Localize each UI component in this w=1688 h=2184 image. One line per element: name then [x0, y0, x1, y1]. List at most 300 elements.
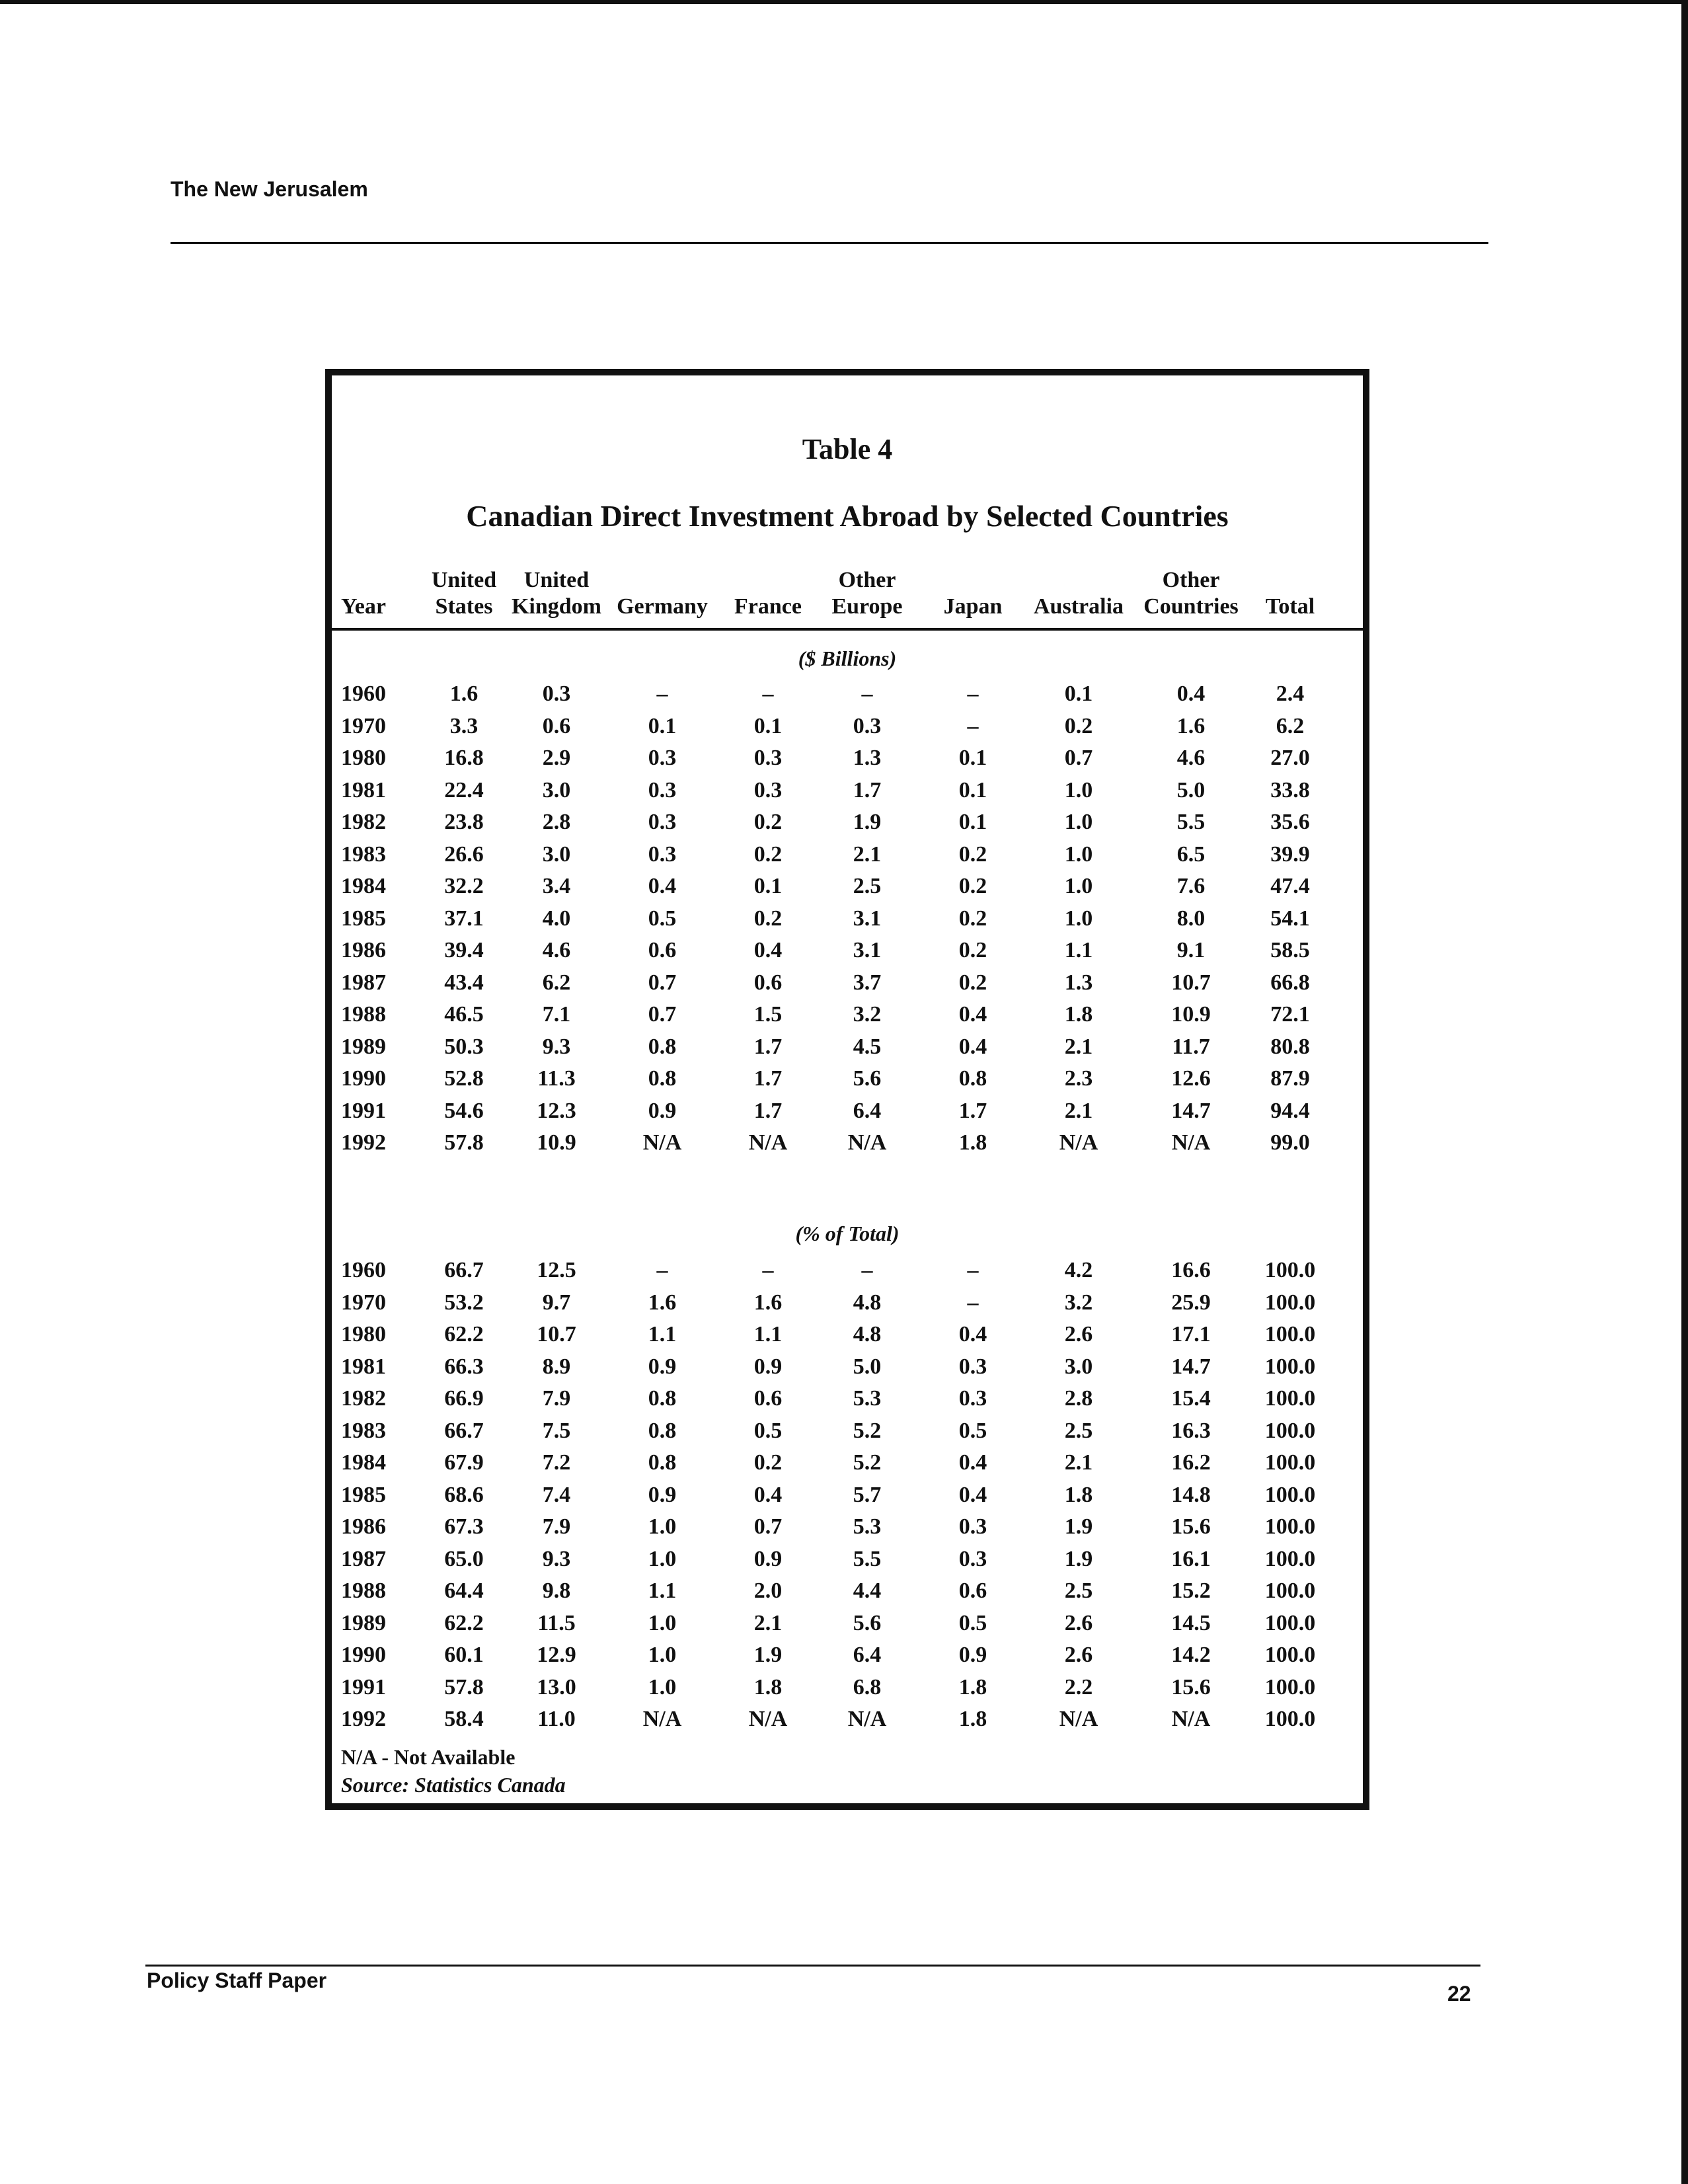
footer-rule	[145, 1965, 1480, 1967]
cell-total: 80.8	[1270, 1034, 1310, 1059]
cell-other-countries: 17.1	[1171, 1322, 1211, 1346]
cell-united-kingdom: 3.4	[542, 874, 571, 898]
cell-united-states: 57.8	[444, 1130, 484, 1155]
running-header: The New Jerusalem	[171, 177, 368, 201]
cell-france: 0.6	[753, 1386, 783, 1411]
cell-total: 94.4	[1270, 1098, 1310, 1123]
table-row	[332, 1287, 1363, 1319]
cell-france: 1.7	[753, 1034, 783, 1059]
cell-total: 72.1	[1270, 1002, 1310, 1027]
cell-japan: 1.7	[958, 1098, 987, 1123]
cell-australia: 1.9	[1064, 1546, 1093, 1571]
table-row	[332, 1703, 1363, 1735]
cell-australia: 1.0	[1064, 777, 1093, 802]
table-row	[332, 1543, 1363, 1575]
cell-united-kingdom: 7.4	[542, 1482, 571, 1507]
cell-total: 58.5	[1270, 938, 1310, 962]
cell-united-kingdom: 6.2	[542, 970, 571, 995]
cell-other-countries: 15.6	[1171, 1514, 1211, 1539]
cell-year: 1980	[341, 746, 386, 770]
cell-other-countries: 16.1	[1171, 1546, 1211, 1571]
table-row	[332, 678, 1363, 710]
cell-germany: –	[656, 1258, 668, 1282]
cell-france: 0.9	[753, 1354, 783, 1379]
cell-united-states: 26.6	[444, 841, 484, 867]
column-header-line: States	[435, 594, 493, 619]
cell-year: 1991	[341, 1674, 386, 1699]
cell-other-europe: 3.2	[853, 1002, 882, 1027]
cell-united-states: 62.2	[444, 1322, 484, 1346]
cell-other-countries: 25.9	[1171, 1290, 1211, 1315]
cell-year: 1989	[341, 1034, 386, 1059]
cell-japan: 0.5	[958, 1418, 987, 1443]
cell-japan: 0.3	[958, 1386, 987, 1411]
cell-germany: 0.8	[648, 1418, 677, 1443]
cell-germany: 0.3	[648, 777, 677, 802]
column-header-line: Kingdom	[511, 594, 602, 619]
cell-year: 1985	[341, 906, 386, 931]
cell-united-states: 3.3	[449, 713, 479, 738]
cell-france: 1.7	[753, 1066, 783, 1091]
cell-year: 1986	[341, 1514, 386, 1539]
cell-other-countries: 16.3	[1171, 1418, 1211, 1443]
cell-other-countries: 7.6	[1176, 874, 1206, 898]
cell-japan: 0.3	[958, 1514, 987, 1539]
table-row	[332, 806, 1363, 838]
cell-other-europe: N/A	[847, 1707, 887, 1731]
cell-other-europe: 4.4	[853, 1579, 882, 1603]
cell-total: 100.0	[1264, 1290, 1316, 1315]
cell-france: N/A	[748, 1130, 788, 1155]
cell-japan: 0.1	[958, 810, 987, 834]
cell-germany: 0.6	[648, 938, 677, 962]
cell-japan: –	[967, 713, 979, 738]
cell-year: 1992	[341, 1130, 386, 1155]
table-row	[332, 903, 1363, 935]
cell-united-states: 67.9	[444, 1450, 484, 1475]
cell-france: 1.9	[753, 1643, 783, 1667]
cell-france: 0.1	[753, 713, 783, 738]
cell-total: 66.8	[1270, 970, 1310, 995]
cell-united-states: 58.4	[444, 1707, 484, 1731]
cell-germany: 0.5	[648, 906, 677, 931]
cell-japan: 0.9	[958, 1643, 987, 1667]
cell-germany: 0.4	[648, 874, 677, 898]
table-row	[332, 1095, 1363, 1127]
table-row	[332, 1319, 1363, 1350]
table-row	[332, 999, 1363, 1031]
cell-total: 100.0	[1264, 1322, 1316, 1346]
cell-total: 100.0	[1264, 1707, 1316, 1731]
cell-australia: 2.1	[1064, 1034, 1093, 1059]
cell-united-kingdom: 4.6	[542, 938, 571, 962]
cell-germany: 0.7	[648, 970, 677, 995]
cell-year: 1984	[341, 1450, 386, 1475]
cell-united-states: 22.4	[444, 777, 484, 802]
cell-australia: 1.9	[1064, 1514, 1093, 1539]
cell-total: 33.8	[1270, 777, 1310, 802]
cell-japan: 0.8	[958, 1066, 987, 1091]
cell-united-kingdom: 3.0	[542, 777, 571, 802]
page-number: 22	[1447, 1982, 1471, 2006]
header-rule	[171, 242, 1488, 244]
cell-france: 0.1	[753, 874, 783, 898]
cell-japan: 0.2	[958, 841, 987, 867]
cell-australia: 2.8	[1064, 1386, 1093, 1411]
cell-france: 0.2	[753, 810, 783, 834]
cell-germany: 0.8	[648, 1066, 677, 1091]
cell-united-kingdom: 4.0	[542, 906, 571, 931]
cell-other-europe: 4.8	[853, 1290, 882, 1315]
cell-year: 1982	[341, 1386, 386, 1411]
cell-japan: 0.2	[958, 906, 987, 931]
cell-year: 1960	[341, 1258, 386, 1282]
cell-total: 87.9	[1270, 1066, 1310, 1091]
cell-united-kingdom: 7.9	[542, 1514, 571, 1539]
cell-other-countries: 15.6	[1171, 1674, 1211, 1699]
cell-year: 1970	[341, 1290, 386, 1315]
cell-france: 0.3	[753, 777, 783, 802]
cell-year: 1987	[341, 1546, 386, 1571]
cell-france: 2.1	[753, 1610, 783, 1635]
cell-total: 47.4	[1270, 874, 1310, 898]
cell-australia: 1.0	[1064, 810, 1093, 834]
cell-total: 100.0	[1264, 1643, 1316, 1667]
cell-other-europe: 5.3	[853, 1514, 882, 1539]
cell-other-europe: 3.7	[853, 970, 882, 995]
column-header-france	[718, 594, 818, 620]
cell-other-europe: 6.4	[853, 1643, 882, 1667]
cell-other-europe: 5.0	[853, 1354, 882, 1379]
cell-united-states: 52.8	[444, 1066, 484, 1091]
cell-france: 0.4	[753, 938, 783, 962]
table-row	[332, 871, 1363, 902]
cell-other-countries: N/A	[1171, 1130, 1211, 1155]
cell-france: N/A	[748, 1707, 788, 1731]
cell-australia: N/A	[1059, 1130, 1098, 1155]
cell-japan: 1.8	[958, 1707, 987, 1731]
cell-year: 1982	[341, 810, 386, 834]
column-header-united-kingdom	[500, 567, 613, 620]
na-note: N/A - Not Available	[341, 1745, 516, 1769]
cell-other-countries: 15.4	[1171, 1386, 1211, 1411]
table-row	[332, 1383, 1363, 1415]
cell-united-kingdom: 9.8	[542, 1579, 571, 1603]
cell-other-countries: 6.5	[1176, 841, 1206, 867]
column-header-other-europe	[818, 567, 917, 620]
cell-france: 0.5	[753, 1418, 783, 1443]
cell-year: 1989	[341, 1610, 386, 1635]
cell-other-europe: 5.6	[853, 1610, 882, 1635]
cell-other-europe: 5.5	[853, 1546, 882, 1571]
cell-united-kingdom: 7.2	[542, 1450, 571, 1475]
cell-united-kingdom: 13.0	[537, 1674, 576, 1699]
cell-australia: 0.7	[1064, 746, 1093, 770]
table-row	[332, 742, 1363, 774]
cell-germany: –	[656, 682, 668, 706]
table-row	[332, 935, 1363, 966]
table-row	[332, 839, 1363, 871]
cell-total: 35.6	[1270, 810, 1310, 834]
cell-united-kingdom: 0.6	[542, 713, 571, 738]
cell-japan: 0.4	[958, 1482, 987, 1507]
cell-france: 1.7	[753, 1098, 783, 1123]
cell-japan: –	[967, 682, 979, 706]
column-header-line: Total	[1265, 594, 1315, 619]
column-header-line: United	[431, 568, 497, 592]
column-header-total	[1247, 594, 1333, 620]
column-header-australia	[1022, 594, 1135, 620]
cell-total: 100.0	[1264, 1674, 1316, 1699]
cell-united-kingdom: 2.8	[542, 810, 571, 834]
cell-united-states: 46.5	[444, 1002, 484, 1027]
cell-australia: 0.2	[1064, 713, 1093, 738]
cell-australia: N/A	[1059, 1707, 1098, 1731]
cell-australia: 2.6	[1064, 1610, 1093, 1635]
cell-germany: 1.1	[648, 1322, 677, 1346]
cell-germany: 1.0	[648, 1643, 677, 1667]
cell-japan: 0.3	[958, 1354, 987, 1379]
cell-united-states: 39.4	[444, 938, 484, 962]
cell-other-countries: 14.7	[1171, 1354, 1211, 1379]
cell-japan: 1.8	[958, 1130, 987, 1155]
cell-japan: 0.4	[958, 1002, 987, 1027]
cell-other-europe: 4.5	[853, 1034, 882, 1059]
cell-united-kingdom: 9.3	[542, 1034, 571, 1059]
column-header-line: Australia	[1034, 594, 1124, 619]
cell-united-kingdom: 9.7	[542, 1290, 571, 1315]
cell-australia: 1.1	[1064, 938, 1093, 962]
table-row	[332, 967, 1363, 999]
cell-total: 100.0	[1264, 1418, 1316, 1443]
cell-japan: 0.2	[958, 938, 987, 962]
table-row	[332, 1608, 1363, 1639]
cell-united-states: 32.2	[444, 874, 484, 898]
cell-australia: 3.2	[1064, 1290, 1093, 1315]
column-header-germany	[606, 594, 718, 620]
cell-germany: 0.1	[648, 713, 677, 738]
cell-united-kingdom: 12.5	[537, 1258, 576, 1282]
cell-japan: –	[967, 1258, 979, 1282]
table-row	[332, 1511, 1363, 1543]
column-header-line: Japan	[943, 594, 1003, 619]
cell-year: 1981	[341, 1354, 386, 1379]
cell-year: 1983	[341, 1418, 386, 1443]
cell-japan: 0.5	[958, 1610, 987, 1635]
cell-other-europe: 6.4	[853, 1098, 882, 1123]
cell-france: 0.2	[753, 841, 783, 867]
cell-year: 1970	[341, 713, 386, 738]
cell-other-countries: 9.1	[1176, 938, 1206, 962]
cell-other-countries: 14.7	[1171, 1098, 1211, 1123]
cell-united-kingdom: 2.9	[542, 746, 571, 770]
cell-australia: 1.0	[1064, 906, 1093, 931]
cell-australia: 0.1	[1064, 682, 1093, 706]
cell-france: 1.1	[753, 1322, 783, 1346]
cell-other-countries: 16.2	[1171, 1450, 1211, 1475]
cell-united-kingdom: 11.3	[537, 1066, 576, 1091]
cell-france: –	[762, 1258, 774, 1282]
cell-united-states: 53.2	[444, 1290, 484, 1315]
cell-total: 100.0	[1264, 1450, 1316, 1475]
cell-year: 1983	[341, 841, 386, 867]
cell-france: –	[762, 682, 774, 706]
cell-other-countries: 16.6	[1171, 1258, 1211, 1282]
cell-germany: 0.8	[648, 1386, 677, 1411]
cell-total: 100.0	[1264, 1546, 1316, 1571]
column-header-line: Europe	[831, 594, 903, 619]
cell-united-states: 66.7	[444, 1418, 484, 1443]
cell-australia: 2.2	[1064, 1674, 1093, 1699]
cell-france: 0.2	[753, 1450, 783, 1475]
right-edge-rule	[1681, 0, 1688, 2184]
cell-japan: 0.3	[958, 1546, 987, 1571]
cell-germany: 1.0	[648, 1610, 677, 1635]
cell-other-countries: 10.9	[1171, 1002, 1211, 1027]
cell-other-europe: 1.9	[853, 810, 882, 834]
cell-total: 39.9	[1270, 841, 1310, 867]
cell-australia: 1.0	[1064, 874, 1093, 898]
cell-united-states: 54.6	[444, 1098, 484, 1123]
cell-australia: 4.2	[1064, 1258, 1093, 1282]
cell-united-states: 23.8	[444, 810, 484, 834]
table-row	[332, 1639, 1363, 1671]
cell-year: 1960	[341, 682, 386, 706]
cell-germany: 1.0	[648, 1546, 677, 1571]
cell-total: 100.0	[1264, 1386, 1316, 1411]
cell-year: 1990	[341, 1643, 386, 1667]
cell-united-states: 68.6	[444, 1482, 484, 1507]
column-header-line: United	[523, 568, 590, 592]
cell-other-europe: 2.1	[853, 841, 882, 867]
cell-other-europe: N/A	[847, 1130, 887, 1155]
cell-other-europe: 2.5	[853, 874, 882, 898]
cell-france: 0.7	[753, 1514, 783, 1539]
cell-japan: 1.8	[958, 1674, 987, 1699]
cell-united-states: 64.4	[444, 1579, 484, 1603]
cell-france: 0.9	[753, 1546, 783, 1571]
cell-total: 54.1	[1270, 906, 1310, 931]
cell-japan: 0.4	[958, 1322, 987, 1346]
cell-united-states: 66.7	[444, 1258, 484, 1282]
cell-year: 1981	[341, 777, 386, 802]
cell-total: 100.0	[1264, 1482, 1316, 1507]
cell-year: 1980	[341, 1322, 386, 1346]
cell-year: 1990	[341, 1066, 386, 1091]
cell-japan: 0.2	[958, 874, 987, 898]
source-note: Source: Statistics Canada	[341, 1773, 566, 1797]
cell-australia: 2.5	[1064, 1418, 1093, 1443]
cell-total: 99.0	[1270, 1130, 1310, 1155]
column-header-line: Other	[1162, 568, 1220, 592]
cell-japan: 0.2	[958, 970, 987, 995]
cell-france: 0.3	[753, 746, 783, 770]
cell-other-countries: 14.8	[1171, 1482, 1211, 1507]
cell-year: 1984	[341, 874, 386, 898]
table-row	[332, 1447, 1363, 1479]
cell-united-kingdom: 11.5	[537, 1610, 576, 1635]
cell-france: 0.4	[753, 1482, 783, 1507]
cell-united-states: 1.6	[449, 682, 479, 706]
cell-other-countries: 5.0	[1176, 777, 1206, 802]
cell-united-kingdom: 12.9	[537, 1643, 576, 1667]
cell-total: 27.0	[1270, 746, 1310, 770]
cell-germany: N/A	[642, 1130, 682, 1155]
cell-germany: 1.1	[648, 1579, 677, 1603]
column-header-line: Countries	[1143, 594, 1239, 619]
cell-united-states: 65.0	[444, 1546, 484, 1571]
cell-total: 100.0	[1264, 1514, 1316, 1539]
cell-france: 0.2	[753, 906, 783, 931]
cell-other-countries: 14.2	[1171, 1643, 1211, 1667]
column-header-united-states	[414, 567, 514, 620]
section-label-billions: ($ Billions)	[798, 646, 897, 670]
cell-united-states: 66.3	[444, 1354, 484, 1379]
column-header-other-countries	[1128, 567, 1254, 620]
cell-other-countries: 11.7	[1172, 1034, 1210, 1059]
cell-year: 1987	[341, 970, 386, 995]
cell-australia: 2.5	[1064, 1579, 1093, 1603]
cell-united-states: 16.8	[444, 746, 484, 770]
cell-australia: 2.3	[1064, 1066, 1093, 1091]
cell-japan: –	[967, 1290, 979, 1315]
cell-united-kingdom: 7.1	[542, 1002, 571, 1027]
cell-australia: 2.6	[1064, 1322, 1093, 1346]
cell-australia: 3.0	[1064, 1354, 1093, 1379]
column-header-year	[341, 594, 414, 620]
table-row	[332, 1479, 1363, 1511]
cell-australia: 2.1	[1064, 1450, 1093, 1475]
table-row	[332, 1127, 1363, 1159]
cell-other-europe: 5.2	[853, 1450, 882, 1475]
cell-japan: 0.1	[958, 746, 987, 770]
cell-australia: 1.0	[1064, 841, 1093, 867]
cell-united-states: 62.2	[444, 1610, 484, 1635]
cell-other-countries: 15.2	[1171, 1579, 1211, 1603]
cell-united-kingdom: 8.9	[542, 1354, 571, 1379]
cell-other-europe: 4.8	[853, 1322, 882, 1346]
table-title: Canadian Direct Investment Abroad by Selected Countries	[466, 499, 1229, 533]
cell-united-kingdom: 9.3	[542, 1546, 571, 1571]
cell-other-countries: 0.4	[1176, 682, 1206, 706]
cell-united-kingdom: 11.0	[537, 1707, 576, 1731]
section-label-percent: (% of Total)	[795, 1222, 900, 1245]
cell-year: 1992	[341, 1707, 386, 1731]
cell-united-kingdom: 10.7	[537, 1322, 576, 1346]
cell-year: 1985	[341, 1482, 386, 1507]
cell-japan: 0.1	[958, 777, 987, 802]
table-number: Table 4	[802, 433, 893, 465]
cell-other-europe: –	[861, 1258, 873, 1282]
table-row	[332, 1255, 1363, 1286]
cell-australia: 2.1	[1064, 1098, 1093, 1123]
cell-total: 100.0	[1264, 1610, 1316, 1635]
cell-france: 2.0	[753, 1579, 783, 1603]
top-edge-rule	[0, 0, 1688, 4]
cell-germany: 0.8	[648, 1450, 677, 1475]
cell-germany: 0.9	[648, 1098, 677, 1123]
cell-germany: 0.3	[648, 841, 677, 867]
cell-year: 1986	[341, 938, 386, 962]
cell-united-kingdom: 7.5	[542, 1418, 571, 1443]
cell-japan: 0.4	[958, 1450, 987, 1475]
cell-germany: N/A	[642, 1707, 682, 1731]
cell-france: 1.6	[753, 1290, 783, 1315]
cell-other-europe: 0.3	[853, 713, 882, 738]
cell-other-europe: –	[861, 682, 873, 706]
cell-united-states: 37.1	[444, 906, 484, 931]
cell-united-states: 60.1	[444, 1643, 484, 1667]
